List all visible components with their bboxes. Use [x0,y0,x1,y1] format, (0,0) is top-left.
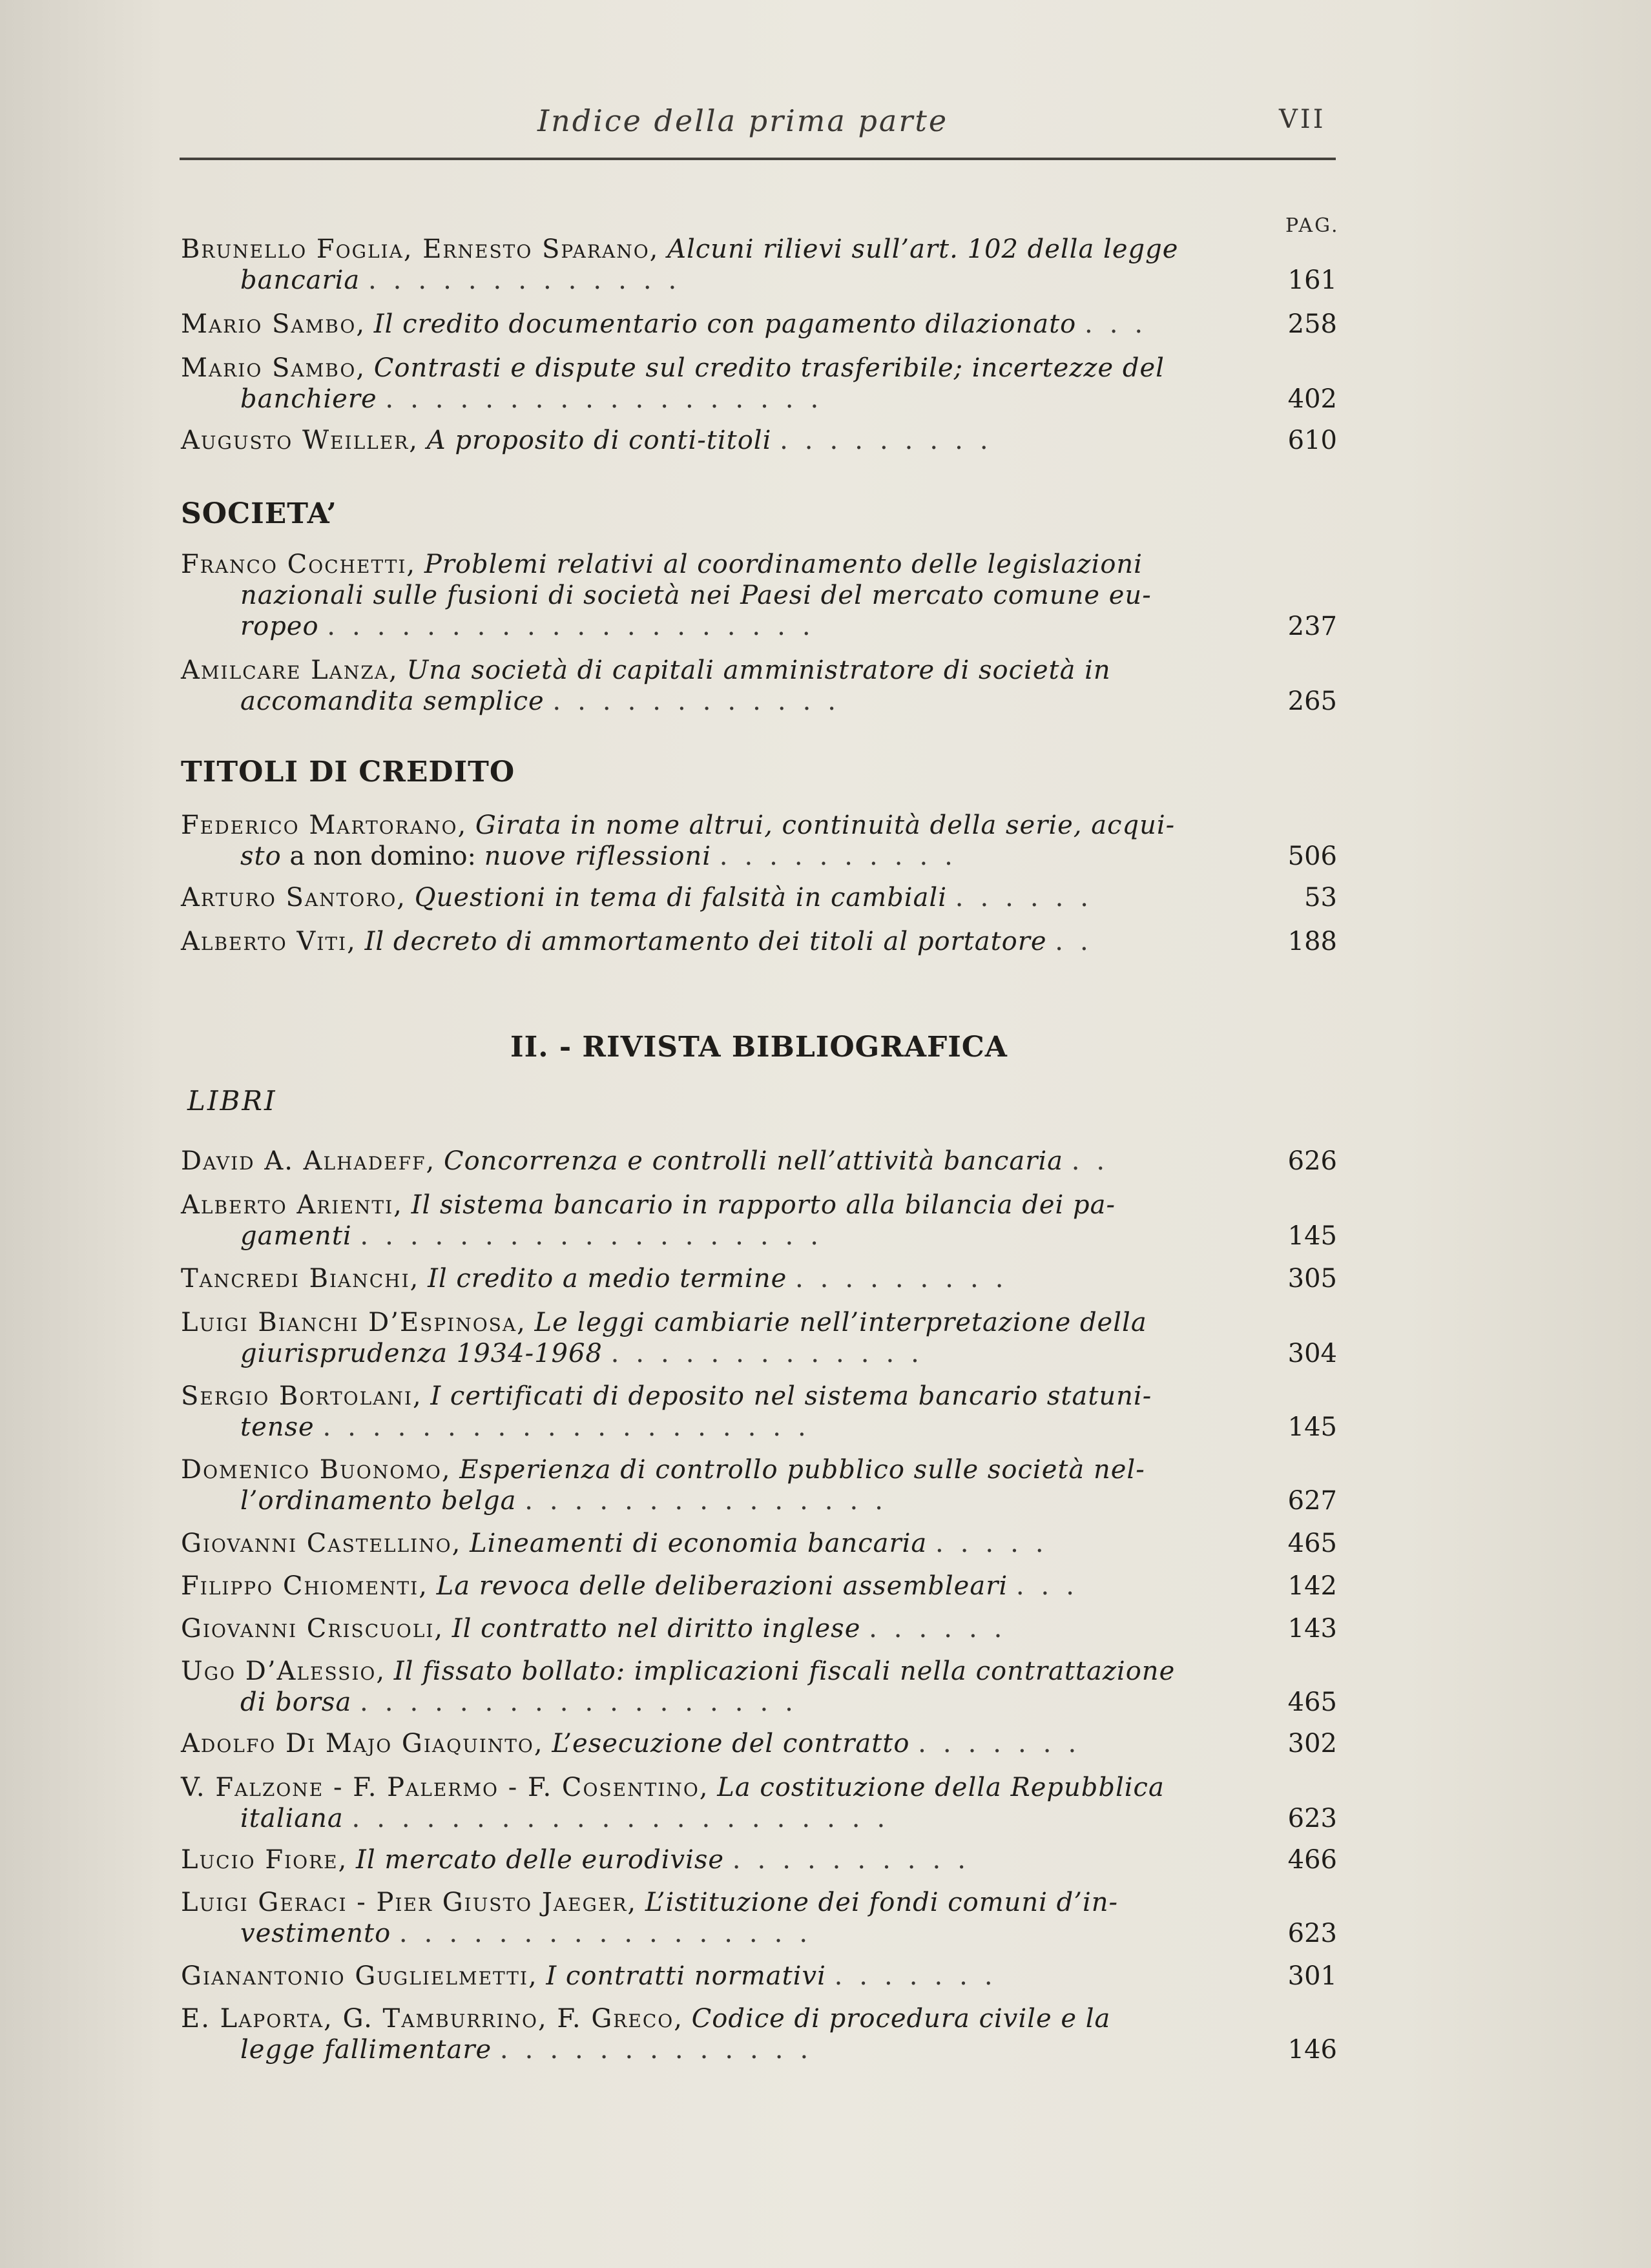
entry-author: Brunello Foglia, Ernesto Sparano, [181,234,659,264]
leader-dots: ............. [368,265,694,295]
entry-title: Il fissato bollato: implicazioni fiscali nella contrattazione [393,1656,1176,1686]
entry-page: 402 [1287,384,1337,414]
entry-title: Una società di capitali amministratore di società in [406,655,1111,685]
entry-title-cont: giurisprudenza 1934-1968 [240,1339,603,1368]
running-title: Indice della prima parte [537,103,949,138]
leader-dots: ... [1084,309,1160,339]
toc-entry [181,234,1337,296]
leader-dots: .................... [327,612,827,641]
leader-dots: ...... [955,883,1106,912]
leader-dots: ................. [399,1919,825,1948]
entry-title-cont: ropeo [240,612,319,641]
entry-title: Il mercato delle eurodivise [356,1845,725,1875]
sub-heading: LIBRI [187,1085,277,1117]
leader-dots: ............... [524,1486,900,1516]
entry-title: La costituzione della Repubblica [717,1773,1165,1802]
toc-entry [181,1656,1337,1718]
entry-author: Augusto Weiller, [181,426,419,455]
entry-author: Giovanni Criscuoli, [181,1614,444,1644]
entry-page: 626 [1287,1146,1337,1176]
entry-title-cont: vestimento [240,1919,391,1948]
entry-title: Il decreto di ammortamento dei titoli al portatore [364,927,1047,956]
entry-title: L’istituzione dei fondi comuni d’in- [645,1888,1119,1917]
entry-author: Federico Martorano, [181,810,468,840]
entry-title-cont: nuove riflessioni [484,841,712,871]
leader-dots: ......... [794,1264,1021,1294]
entry-page: 466 [1287,1845,1337,1875]
leader-dots: ....... [834,1961,1010,1991]
entry-title: Il contratto nel diritto inglese [452,1614,861,1644]
entry-author: Gianantonio Guglielmetti, [181,1961,538,1991]
entry-title: Alcuni rilievi sull’art. 102 della legge [667,234,1179,264]
toc-entry [181,1844,1337,1875]
toc-entry [181,810,1337,872]
leader-dots: .................. [360,1687,810,1717]
toc-entry [181,1381,1337,1443]
entry-title-cont: accomandita semplice [240,686,545,716]
entry-author: Ugo D’Alessio, [181,1656,386,1686]
entry-author: Arturo Santoro, [181,883,407,912]
toc-entry [181,549,1337,642]
entry-page: 142 [1287,1571,1337,1601]
entry-title-cont: nazionali sulle fusioni di società nei Paesi del mercato comune eu- [240,581,1152,610]
entry-title-cont: legge fallimentare [240,2035,492,2065]
entry-page: 53 [1304,883,1337,912]
entry-title-cont: italiana [240,1804,344,1833]
entry-author: E. Laporta, G. Tamburrino, F. Greco, [181,2004,683,2034]
leader-dots: ... [1015,1571,1091,1601]
toc-entry [181,1307,1337,1369]
toc-entry [181,926,1337,957]
leader-dots: ....... [918,1729,1094,1758]
entry-page: 465 [1287,1529,1337,1558]
entry-title: Girata in nome altrui, continuità della serie, acqui- [475,810,1176,840]
toc-entry [181,1454,1337,1516]
part-title: II. - RIVISTA BIBLIOGRAFICA [510,1031,1008,1064]
entry-page: 145 [1287,1412,1337,1442]
entry-title-roman: a non domino: [289,841,477,871]
entry-author: Adolfo Di Majo Giaquinto, [181,1729,544,1758]
toc-entry [181,1772,1337,1834]
entry-page: 465 [1287,1687,1337,1717]
entry-title: Concorrenza e controlli nell’attività bancaria [443,1146,1063,1176]
leader-dots: ............ [552,686,853,716]
entry-title-cont: gamenti [240,1221,352,1251]
entry-author: Filippo Chiomenti, [181,1571,428,1601]
leader-dots: ............. [610,1339,936,1368]
leader-dots: .. [1071,1146,1122,1176]
entry-title: Problemi relativi al coordinamento delle legislazioni [424,550,1143,579]
entry-author: Giovanni Castellino, [181,1529,462,1558]
entry-author: Luigi Geraci - Pier Giusto Jaeger, [181,1888,638,1917]
leader-dots: .................... [322,1412,823,1442]
entry-author: Lucio Fiore, [181,1845,348,1875]
entry-title: Codice di procedura civile e la [691,2004,1111,2034]
entry-title: Esperienza di controllo pubblico sulle società nel- [459,1455,1145,1485]
toc-entry [181,1961,1337,1992]
toc-entry [181,882,1337,913]
entry-page: 188 [1287,927,1337,956]
entry-author: Luigi Bianchi D’Espinosa, [181,1308,526,1337]
toc-entry [181,353,1337,415]
toc-entry [181,1528,1337,1559]
entry-author: Tancredi Bianchi, [181,1264,420,1294]
entry-title-cont: tense [240,1412,315,1442]
entry-page: 258 [1287,309,1337,339]
section-heading: TITOLI DI CREDITO [181,756,515,789]
page-folio: VII [1279,105,1326,134]
entry-title-cont: sto [240,841,282,871]
entry-author: Alberto Arienti, [181,1190,403,1220]
entry-page: 237 [1287,612,1337,641]
entry-title: Questioni in tema di falsità in cambiali [414,883,948,912]
entry-title-cont: banchiere [240,384,377,414]
entry-title: Il credito a medio termine [428,1264,787,1294]
entry-title: I certificati di deposito nel sistema bancario statuni- [430,1381,1152,1411]
entry-author: Alberto Viti, [181,927,357,956]
leader-dots: .......... [732,1845,982,1875]
entry-page: 143 [1287,1614,1337,1644]
toc-entry [181,1146,1337,1177]
entry-author: Mario Sambo, [181,309,366,339]
leader-dots: .. [1055,927,1105,956]
entry-author: Sergio Bortolani, [181,1381,422,1411]
entry-page: 623 [1287,1919,1337,1948]
toc-entry [181,1728,1337,1759]
entry-page: 265 [1287,686,1337,716]
entry-author: Amilcare Lanza, [181,655,399,685]
toc-entry [181,1887,1337,1949]
entry-title: A proposito di conti-titoli [426,426,772,455]
entry-author: David A. Alhadeff, [181,1146,436,1176]
section-heading: SOCIETA’ [181,497,337,530]
entry-page: 146 [1287,2035,1337,2065]
leader-dots: ...................... [351,1804,902,1833]
entry-author: V. Falzone - F. Palermo - F. Cosentino, [181,1773,709,1802]
header-rule [180,158,1336,160]
leader-dots: ..... [935,1529,1061,1558]
entry-page: 161 [1287,265,1337,295]
entry-page: 610 [1287,426,1337,455]
entry-page: 627 [1287,1486,1337,1516]
entry-page: 301 [1287,1961,1337,1991]
toc-entry [181,1190,1337,1252]
toc-entry [181,655,1337,717]
leader-dots: ............. [499,2035,826,2065]
entry-author: Franco Cochetti, [181,550,417,579]
toc-entry [181,425,1337,456]
entry-page: 145 [1287,1221,1337,1251]
leader-dots: ...... [869,1614,1019,1644]
entry-author: Domenico Buonomo, [181,1455,452,1485]
leader-dots: ......... [780,426,1005,455]
page-column-label: PAG. [1285,214,1340,237]
entry-page: 302 [1287,1729,1337,1758]
toc-entry [181,1613,1337,1644]
entry-title-cont: l’ordinamento belga [240,1486,517,1516]
toc-entry [181,2003,1337,2065]
entry-page: 304 [1287,1339,1337,1368]
entry-title: Il credito documentario con pagamento dilazionato [373,309,1077,339]
entry-title: Contrasti e dispute sul credito trasferibile; incertezze del [373,353,1165,383]
entry-page: 305 [1287,1264,1337,1294]
entry-author: Mario Sambo, [181,353,366,383]
entry-title: L’esecuzione del contratto [552,1729,910,1758]
toc-entry [181,1571,1337,1602]
entry-page: 506 [1287,841,1337,871]
leader-dots: .......... [719,841,970,871]
entry-title-cont: bancaria [240,265,360,295]
entry-title: Lineamenti di economia bancaria [470,1529,928,1558]
entry-page: 623 [1287,1804,1337,1833]
entry-title-cont: di borsa [240,1687,352,1717]
leader-dots: ................... [360,1221,835,1251]
toc-entry [181,1263,1337,1294]
toc-entry [181,309,1337,340]
entry-title: Il sistema bancario in rapporto alla bilancia dei pa- [411,1190,1116,1220]
leader-dots: .................. [385,384,836,414]
entry-title: Le leggi cambiarie nell’interpretazione della [534,1308,1147,1337]
entry-title: I contratti normativi [546,1961,826,1991]
entry-title: La revoca delle deliberazioni assembleari [436,1571,1008,1601]
